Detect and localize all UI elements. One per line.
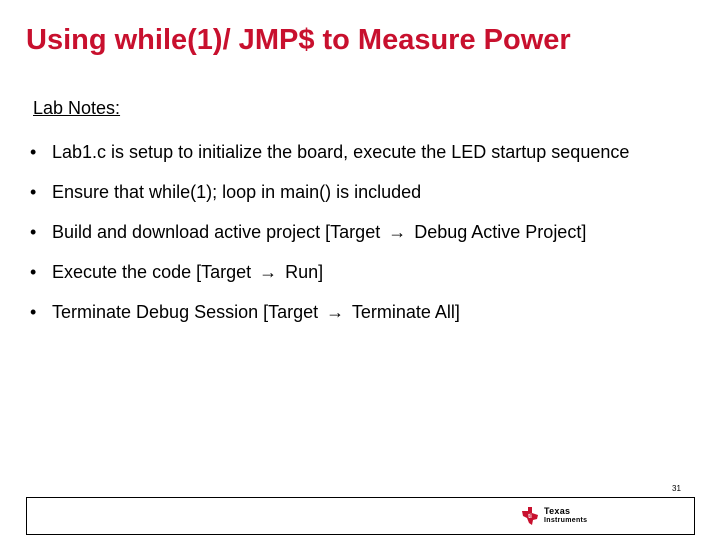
bullet-marker: • xyxy=(30,142,37,162)
bullet-text-after: Terminate All] xyxy=(351,302,460,322)
bullet-item-build-download xyxy=(30,220,670,244)
bullet-item-while-loop xyxy=(30,180,670,204)
bullet-text-after: Run] xyxy=(285,262,324,282)
bullet-marker: • xyxy=(30,182,37,202)
bullet-text-before: Build and download active project [Target xyxy=(52,222,381,242)
logo-wordmark-line2: Instruments xyxy=(544,517,588,524)
arrow-right-icon: → xyxy=(259,262,278,282)
footer-bar xyxy=(26,497,695,535)
arrow-right-icon: → xyxy=(388,222,407,242)
texas-state-icon xyxy=(520,506,540,526)
lab-notes-heading: Lab Notes: xyxy=(33,98,121,118)
bullet-text: Ensure that while(1); loop in main() is included xyxy=(52,182,422,202)
bullet-text-after: Debug Active Project] xyxy=(414,222,587,242)
bullet-text: Lab1.c is setup to initialize the board, execute the LED startup sequence xyxy=(52,142,630,162)
page-number: 31 xyxy=(672,484,681,493)
bullet-marker: • xyxy=(30,262,37,282)
bullet-marker: • xyxy=(30,222,37,242)
bullet-list xyxy=(30,140,670,324)
bullet-marker: • xyxy=(30,302,37,322)
logo-wordmark-line1: Texas xyxy=(544,506,571,516)
bullet-item-execute xyxy=(30,260,670,284)
slide-title: Using while(1)/ JMP$ to Measure Power xyxy=(26,24,571,56)
bullet-item-terminate xyxy=(30,300,670,324)
bullet-item-setup xyxy=(30,140,670,164)
texas-instruments-logo xyxy=(520,505,587,527)
bullet-text-before: Execute the code [Target xyxy=(52,262,252,282)
svg-text:ti: ti xyxy=(528,514,532,520)
bullet-text-before: Terminate Debug Session [Target xyxy=(52,302,319,322)
arrow-right-icon: → xyxy=(326,302,345,322)
